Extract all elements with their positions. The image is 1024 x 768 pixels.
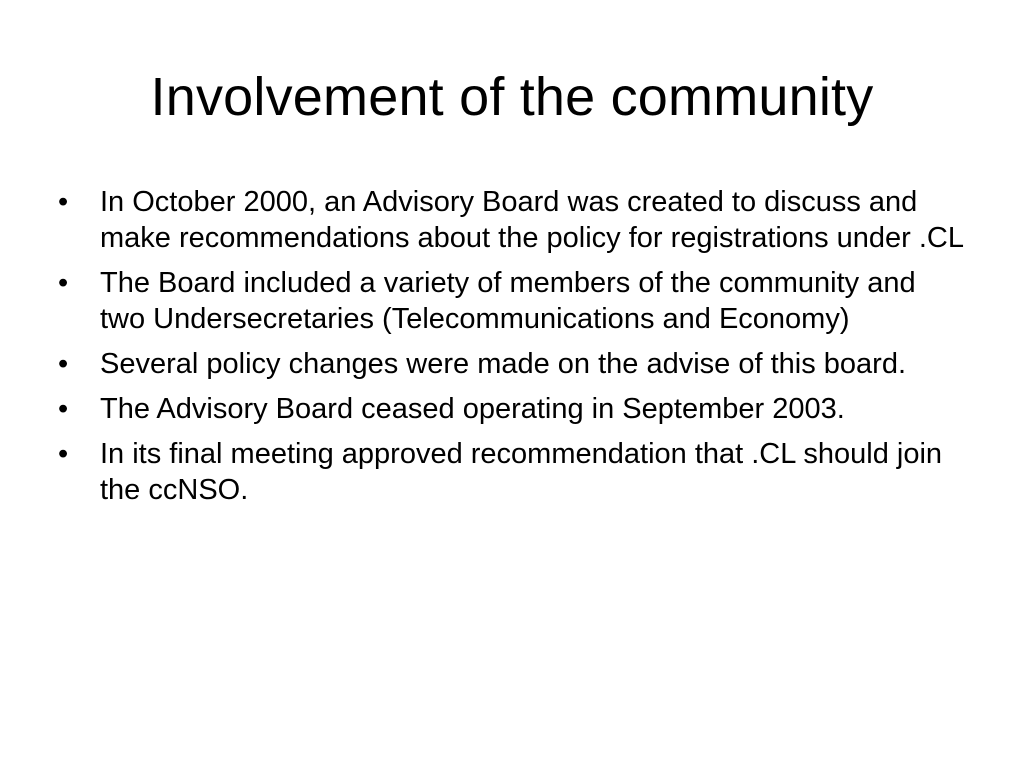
bullet-text: The Board included a variety of members of the community and two Undersecretaries (Telecommunications and Economy) bbox=[100, 267, 916, 335]
bullet-item bbox=[58, 265, 968, 337]
slide-title: Involvement of the community bbox=[150, 67, 874, 127]
bullet-item bbox=[58, 184, 968, 256]
bullet-dot-icon: • bbox=[58, 438, 69, 470]
bullet-text: In October 2000, an Advisory Board was created to discuss and make recommendations about the policy for registrations under .CL bbox=[100, 186, 964, 254]
bullet-item bbox=[58, 391, 968, 427]
bullet-dot-icon: • bbox=[58, 186, 69, 218]
bullet-text: The Advisory Board ceased operating in September 2003. bbox=[100, 393, 845, 425]
bullet-item bbox=[58, 346, 968, 382]
bullet-text: In its final meeting approved recommendation that .CL should join the ccNSO. bbox=[100, 438, 943, 506]
bullet-text: Several policy changes were made on the advise of this board. bbox=[100, 348, 907, 380]
bullet-dot-icon: • bbox=[58, 348, 69, 380]
bullet-dot-icon: • bbox=[58, 267, 69, 299]
bullet-item bbox=[58, 436, 968, 508]
bullet-dot-icon: • bbox=[58, 393, 69, 425]
bullet-list bbox=[58, 184, 968, 517]
